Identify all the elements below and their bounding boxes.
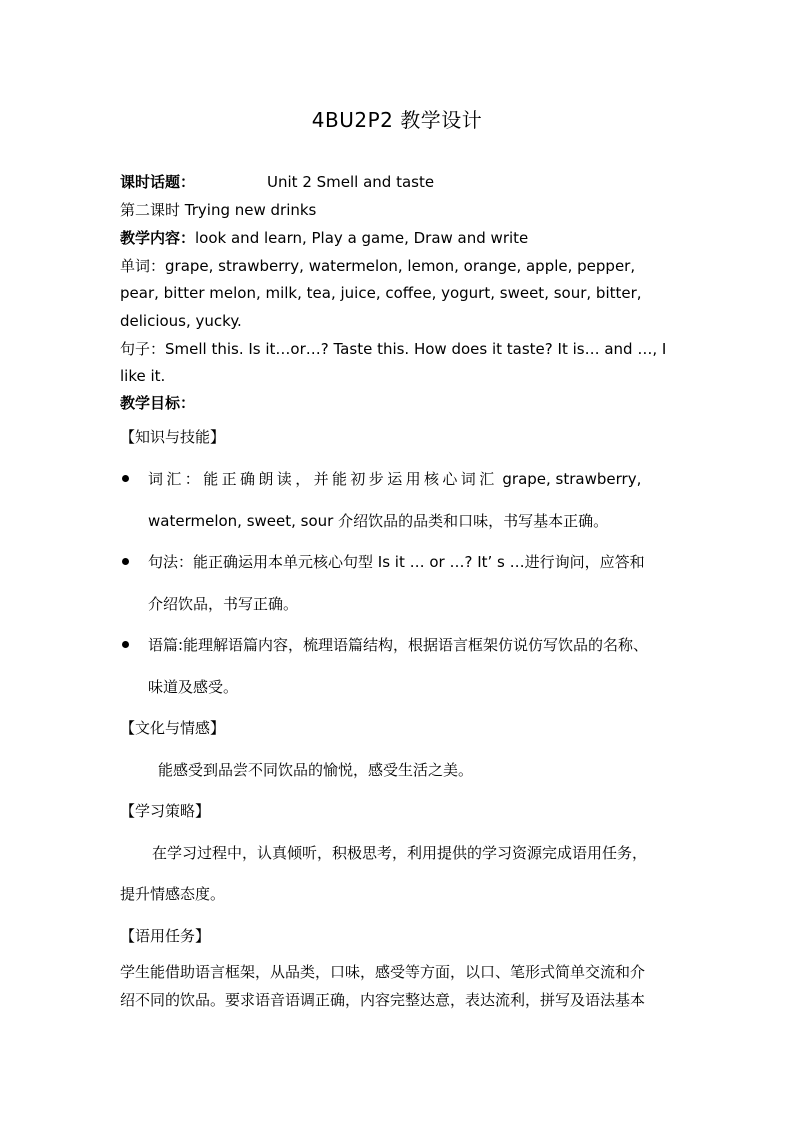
knowledge-heading: 【知识与技能】 bbox=[120, 428, 226, 446]
topic-line bbox=[120, 172, 434, 192]
lesson-line: 第二课时 Trying new drinks bbox=[120, 201, 317, 219]
bullet-3-line-1: 语篇:能理解语篇内容，梳理语篇结构，根据语言框架仿说仿写饮品的名称、 bbox=[148, 636, 649, 654]
document-title: 4BU2P2 教学设计 bbox=[311, 108, 483, 132]
bullet-icon bbox=[122, 641, 129, 648]
content-line bbox=[120, 228, 528, 248]
words-line-2: pear, bitter melon, milk, tea, juice, coffee, yogurt, sweet, sour, bitter, bbox=[120, 284, 642, 302]
culture-heading: 【文化与情感】 bbox=[120, 719, 226, 737]
words-line-1: 单词：grape, strawberry, watermelon, lemon, orange, apple, pepper, bbox=[120, 257, 636, 275]
bullet-icon bbox=[122, 558, 129, 565]
bullet-2-line-1: 句法：能正确运用本单元核心句型 Is it … or …? It’ s …进行询问，应答和 bbox=[148, 553, 645, 571]
strategy-text-2: 提升情感态度。 bbox=[120, 885, 226, 903]
bullet-3-line-2: 味道及感受。 bbox=[148, 678, 239, 696]
bullet-2-line-2: 介绍饮品，书写正确。 bbox=[148, 595, 299, 613]
task-text-1: 学生能借助语言框架，从品类，口味，感受等方面，以口、笔形式简单交流和介 bbox=[120, 963, 646, 981]
culture-text: 能感受到品尝不同饮品的愉悦，感受生活之美。 bbox=[158, 761, 474, 779]
bullet-1-line-1 bbox=[148, 469, 641, 489]
sentences-line-1: 句子：Smell this. Is it…or…? Taste this. How does it taste? It is… and …, I bbox=[120, 340, 667, 358]
sentences-line-2: like it. bbox=[120, 367, 166, 385]
words-line-3: delicious, yucky. bbox=[120, 312, 242, 330]
objectives-label: 教学目标： bbox=[120, 394, 196, 412]
bullet-1-line-2: watermelon, sweet, sour 介绍饮品的品类和口味，书写基本正确。 bbox=[148, 512, 609, 530]
bullet-1-cn: 词汇：能正确朗读，并能初步运用核心词汇 bbox=[148, 470, 498, 488]
task-heading: 【语用任务】 bbox=[120, 927, 211, 945]
strategy-heading: 【学习策略】 bbox=[120, 802, 211, 820]
topic-value: Unit 2 Smell and taste bbox=[267, 173, 435, 191]
task-text-2: 绍不同的饮品。要求语音语调正确，内容完整达意，表达流利，拼写及语法基本 bbox=[120, 991, 646, 1009]
content-value: look and learn, Play a game, Draw and write bbox=[195, 229, 529, 247]
bullet-1-en: grape, strawberry, bbox=[497, 470, 642, 488]
content-label: 教学内容： bbox=[120, 229, 196, 247]
bullet-icon bbox=[122, 475, 129, 482]
strategy-text-1: 在学习过程中，认真倾听，积极思考，利用提供的学习资源完成语用任务， bbox=[152, 844, 648, 862]
topic-label: 课时话题： bbox=[120, 173, 196, 191]
